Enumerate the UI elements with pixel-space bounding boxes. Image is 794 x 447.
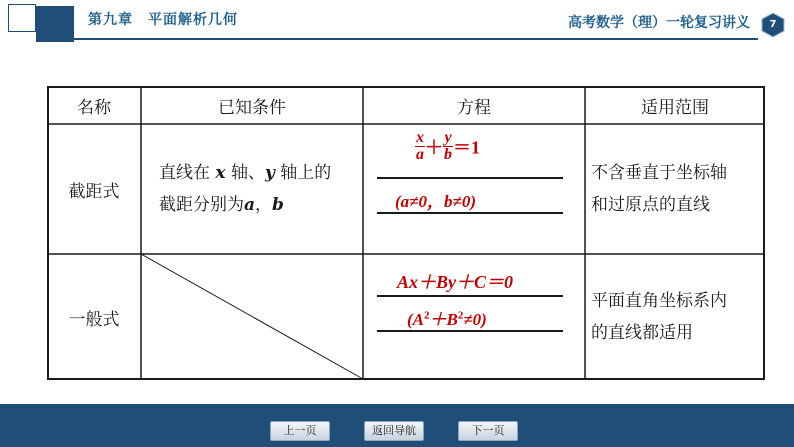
row1-scope: 不含垂直于坐标轴 和过原点的直线 [591, 163, 727, 215]
row1-condition-line1: 直线在 x 轴、y 轴上的 [159, 163, 332, 183]
row1-constraint-underline [377, 212, 563, 214]
row1-equation-underline [377, 177, 563, 179]
header-equation: 方程 [457, 97, 491, 118]
row1-condition-line2: 截距分别为a，b [159, 195, 284, 215]
row2-equation: Ax＋By＋C＝0 [397, 272, 514, 292]
row1-equation: $\frac{x}{a}$ ＋ $\frac{y}{b}$ ＝1 [416, 129, 480, 163]
page-number: 7 [769, 19, 777, 30]
row1-condition [141, 124, 363, 254]
header-square-outline [8, 4, 36, 32]
row2-constraint-underline [377, 330, 563, 332]
page-header [0, 0, 794, 44]
book-title: 高考数学（理）一轮复习讲义 [568, 15, 750, 31]
header-rule [74, 38, 758, 40]
row1-name: 截距式 [68, 181, 120, 202]
frac-y-over-b: $\frac{y}{b}$ [444, 129, 452, 163]
row2-condition-empty [141, 254, 363, 380]
row2-constraint: $(A^2+B^2\ne 0)$ [407, 309, 487, 329]
next-page-button[interactable]: 下一页 [458, 421, 518, 441]
row2-scope: 平面直角坐标系内 的直线都适用 [591, 291, 727, 343]
header-condition: 已知条件 [218, 97, 286, 118]
prev-page-button[interactable]: 上一页 [270, 421, 330, 441]
header-square-fill [36, 6, 74, 42]
back-to-nav-button[interactable]: 返回导航 [364, 421, 424, 441]
frac-x-over-a: $\frac{x}{a}$ [416, 129, 424, 163]
row2-equation-underline [377, 295, 563, 297]
header-scope: 适用范围 [641, 97, 709, 118]
row1-constraint: (a≠0，b≠0) [395, 192, 476, 211]
row2-name: 一般式 [68, 309, 120, 330]
chapter-title: 第九章 平面解析几何 [88, 12, 238, 28]
formula-table [47, 86, 765, 380]
header-name: 名称 [77, 97, 111, 118]
